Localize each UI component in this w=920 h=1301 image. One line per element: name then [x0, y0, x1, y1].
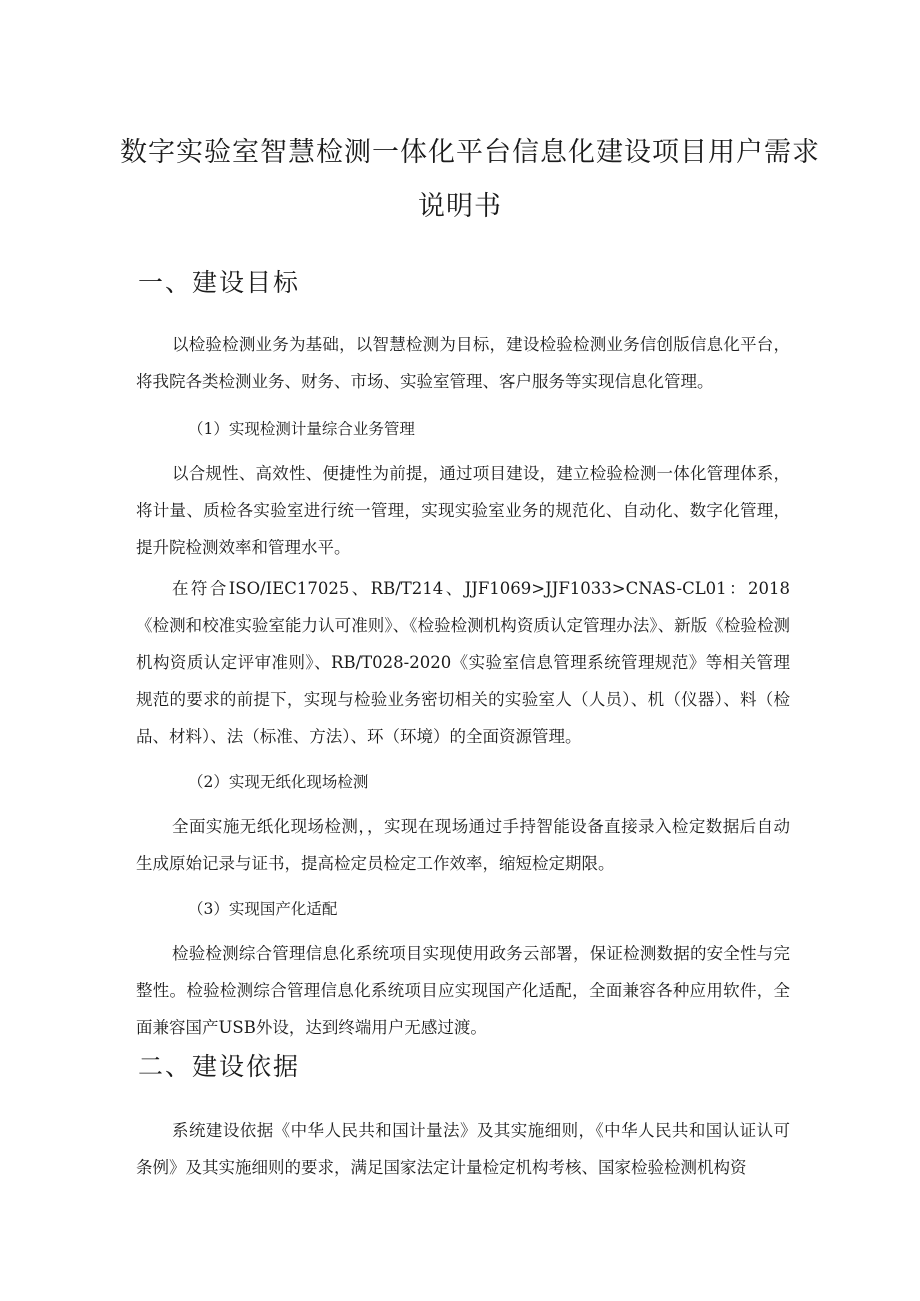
- section1-heading: 一、建设目标: [138, 268, 301, 297]
- document-title-line2: 说明书: [418, 191, 502, 222]
- item2-title: （2）实现无纸化现场检测: [188, 773, 369, 791]
- item2-paragraph1: 全面实施无纸化现场检测，，实现在现场通过手持智能设备直接录入检定数据后自动生成原始记录与证书，提高检定员检定工作效率，缩短检定期限。: [136, 817, 790, 873]
- item3-title: （3）实现国产化适配: [188, 900, 338, 918]
- item1-paragraph1: 以合规性、高效性、便捷性为前提，通过项目建设，建立检验检测一体化管理体系，将计量、质检各实验室进行统一管理，实现实验室业务的规范化、自动化、数字化管理，提升院检测效率和管理水平。: [136, 464, 790, 557]
- item1-paragraph2: 在符合ISO/IEC17025、RB/T214、JJF1069>JJF1033>CNAS-CL01：2018《检测和校准实验室能力认可准则》、《检验检测机构资质认定管理办法》、新版《检验检测机构资质认定评审准则》、RB/T028-2020《实验室信息管理系统管理规范》等相关管理规范的要求的前提下，实现与检验业务密切相关的实验室人（人员）、机（仪器）、料（检品、材料）、法（标准、方法）、环（环境）的全面资源管理。: [136, 579, 790, 746]
- section2-heading: 二、建设依据: [138, 1052, 301, 1081]
- section1-intro-paragraph: 以检验检测业务为基础，以智慧检测为目标，建设检验检测业务信创版信息化平台，将我院各类检测业务、财务、市场、实验室管理、客户服务等实现信息化管理。: [136, 335, 790, 391]
- item1-title: （1）实现检测计量综合业务管理: [188, 420, 415, 438]
- section2-paragraph1: 系统建设依据《中华人民共和国计量法》及其实施细则，《中华人民共和国认证认可条例》及其实施细则的要求，满足国家法定计量检定机构考核、国家检验检测机构资: [136, 1121, 790, 1177]
- document-title-line1: 数字实验室智慧检测一体化平台信息化建设项目用户需求: [120, 137, 820, 168]
- item3-paragraph1: 检验检测综合管理信息化系统项目实现使用政务云部署，保证检测数据的安全性与完整性。检验检测综合管理信息化系统项目应实现国产化适配，全面兼容各种应用软件，全面兼容国产USB外设，达到终端用户无感过渡。: [136, 944, 790, 1037]
